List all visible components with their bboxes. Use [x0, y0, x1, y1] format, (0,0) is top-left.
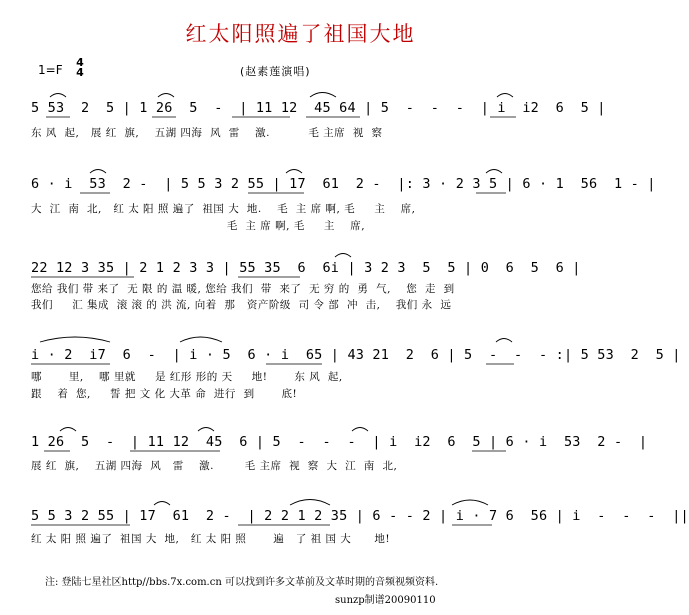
- meter-top: 4: [76, 56, 84, 69]
- footer-note: 注: 登陆七星社区http//bbs.7x.com.cn 可以找到许多文革前及文革时期的音频视频资料.: [45, 577, 439, 588]
- time-signature: [74, 58, 86, 78]
- notation-line-1: 5 53 2 5 | 1 26 5 - | 11 12 45 64 | 5 - - - | i i2 6 5 |: [31, 100, 606, 116]
- notation-line-4: i · 2 i7 6 - | i · 5 6 · i 65 | 43 21 2 6 | 5 - - - :| 5 53 2 5 |: [31, 347, 681, 363]
- notation-line-2: 6 · i 53 2 - | 5 5 3 2 55 | 17 61 2 - |: 3 · 2 3 5 | 6 · 1 56 1 - |: [31, 176, 656, 192]
- lyric-line-1a: 东 风 起, 展 红 旗, 五湖 四海 风 雷 激. 毛 主席 视 察: [31, 127, 383, 139]
- notation-line-6: 5 5 3 2 55 | 17 61 2 - | 2 2 1 2 35 | 6 - - 2 | i · 7 6 56 | i - - - ||: [31, 508, 689, 524]
- lyric-line-2b: 毛 主 席 啊, 毛 主 席,: [31, 220, 366, 232]
- key-signature: 1=F: [38, 63, 63, 77]
- lyric-line-2a: 大 江 南 北, 红 太 阳 照 遍了 祖国 大 地. 毛 主 席 啊, 毛 主 席,: [31, 203, 416, 215]
- lyric-line-5a: 展 红 旗, 五湖 四海 风 雷 激. 毛 主席 视 察 大 江 南 北,: [31, 460, 398, 472]
- notation-line-3: 22 12 3 35 | 2 1 2 3 3 | 55 35 6 6i | 3 2 3 5 5 | 0 6 5 6 |: [31, 260, 581, 276]
- lyric-line-4b: 跟 着 您, 誓 把 文 化 大革 命 进行 到 底!: [31, 388, 298, 400]
- lyric-line-6a: 红 太 阳 照 遍了 祖国 大 地, 红 太 阳 照 遍 了 祖 国 大 地!: [31, 533, 391, 545]
- song-title: 红太阳照遍了祖国大地: [185, 22, 416, 46]
- lyric-line-3b: 我们 汇 集成 滚 滚 的 洪 流, 向着 那 资产阶级 司 令 部 冲 击, 我们 永 远: [31, 299, 452, 311]
- footer-signature: sunzp制谱20090110: [335, 595, 436, 606]
- meter-bottom: 4: [76, 66, 84, 79]
- lyric-line-4a: 哪 里, 哪 里就 是 红形 形的 天 地! 东 风 起,: [31, 371, 343, 383]
- singer-credit: (赵素莲演唱): [240, 65, 311, 78]
- lyric-line-3a: 您给 我们 带 来了 无 限 的 温 暖, 您给 我们 带 来了 无 穷 的 勇 气, 您 走 到: [31, 283, 455, 295]
- notation-line-5: 1 26 5 - | 11 12 45 6 | 5 - - - | i i2 6 5 | 6 · i 53 2 - |: [31, 434, 648, 450]
